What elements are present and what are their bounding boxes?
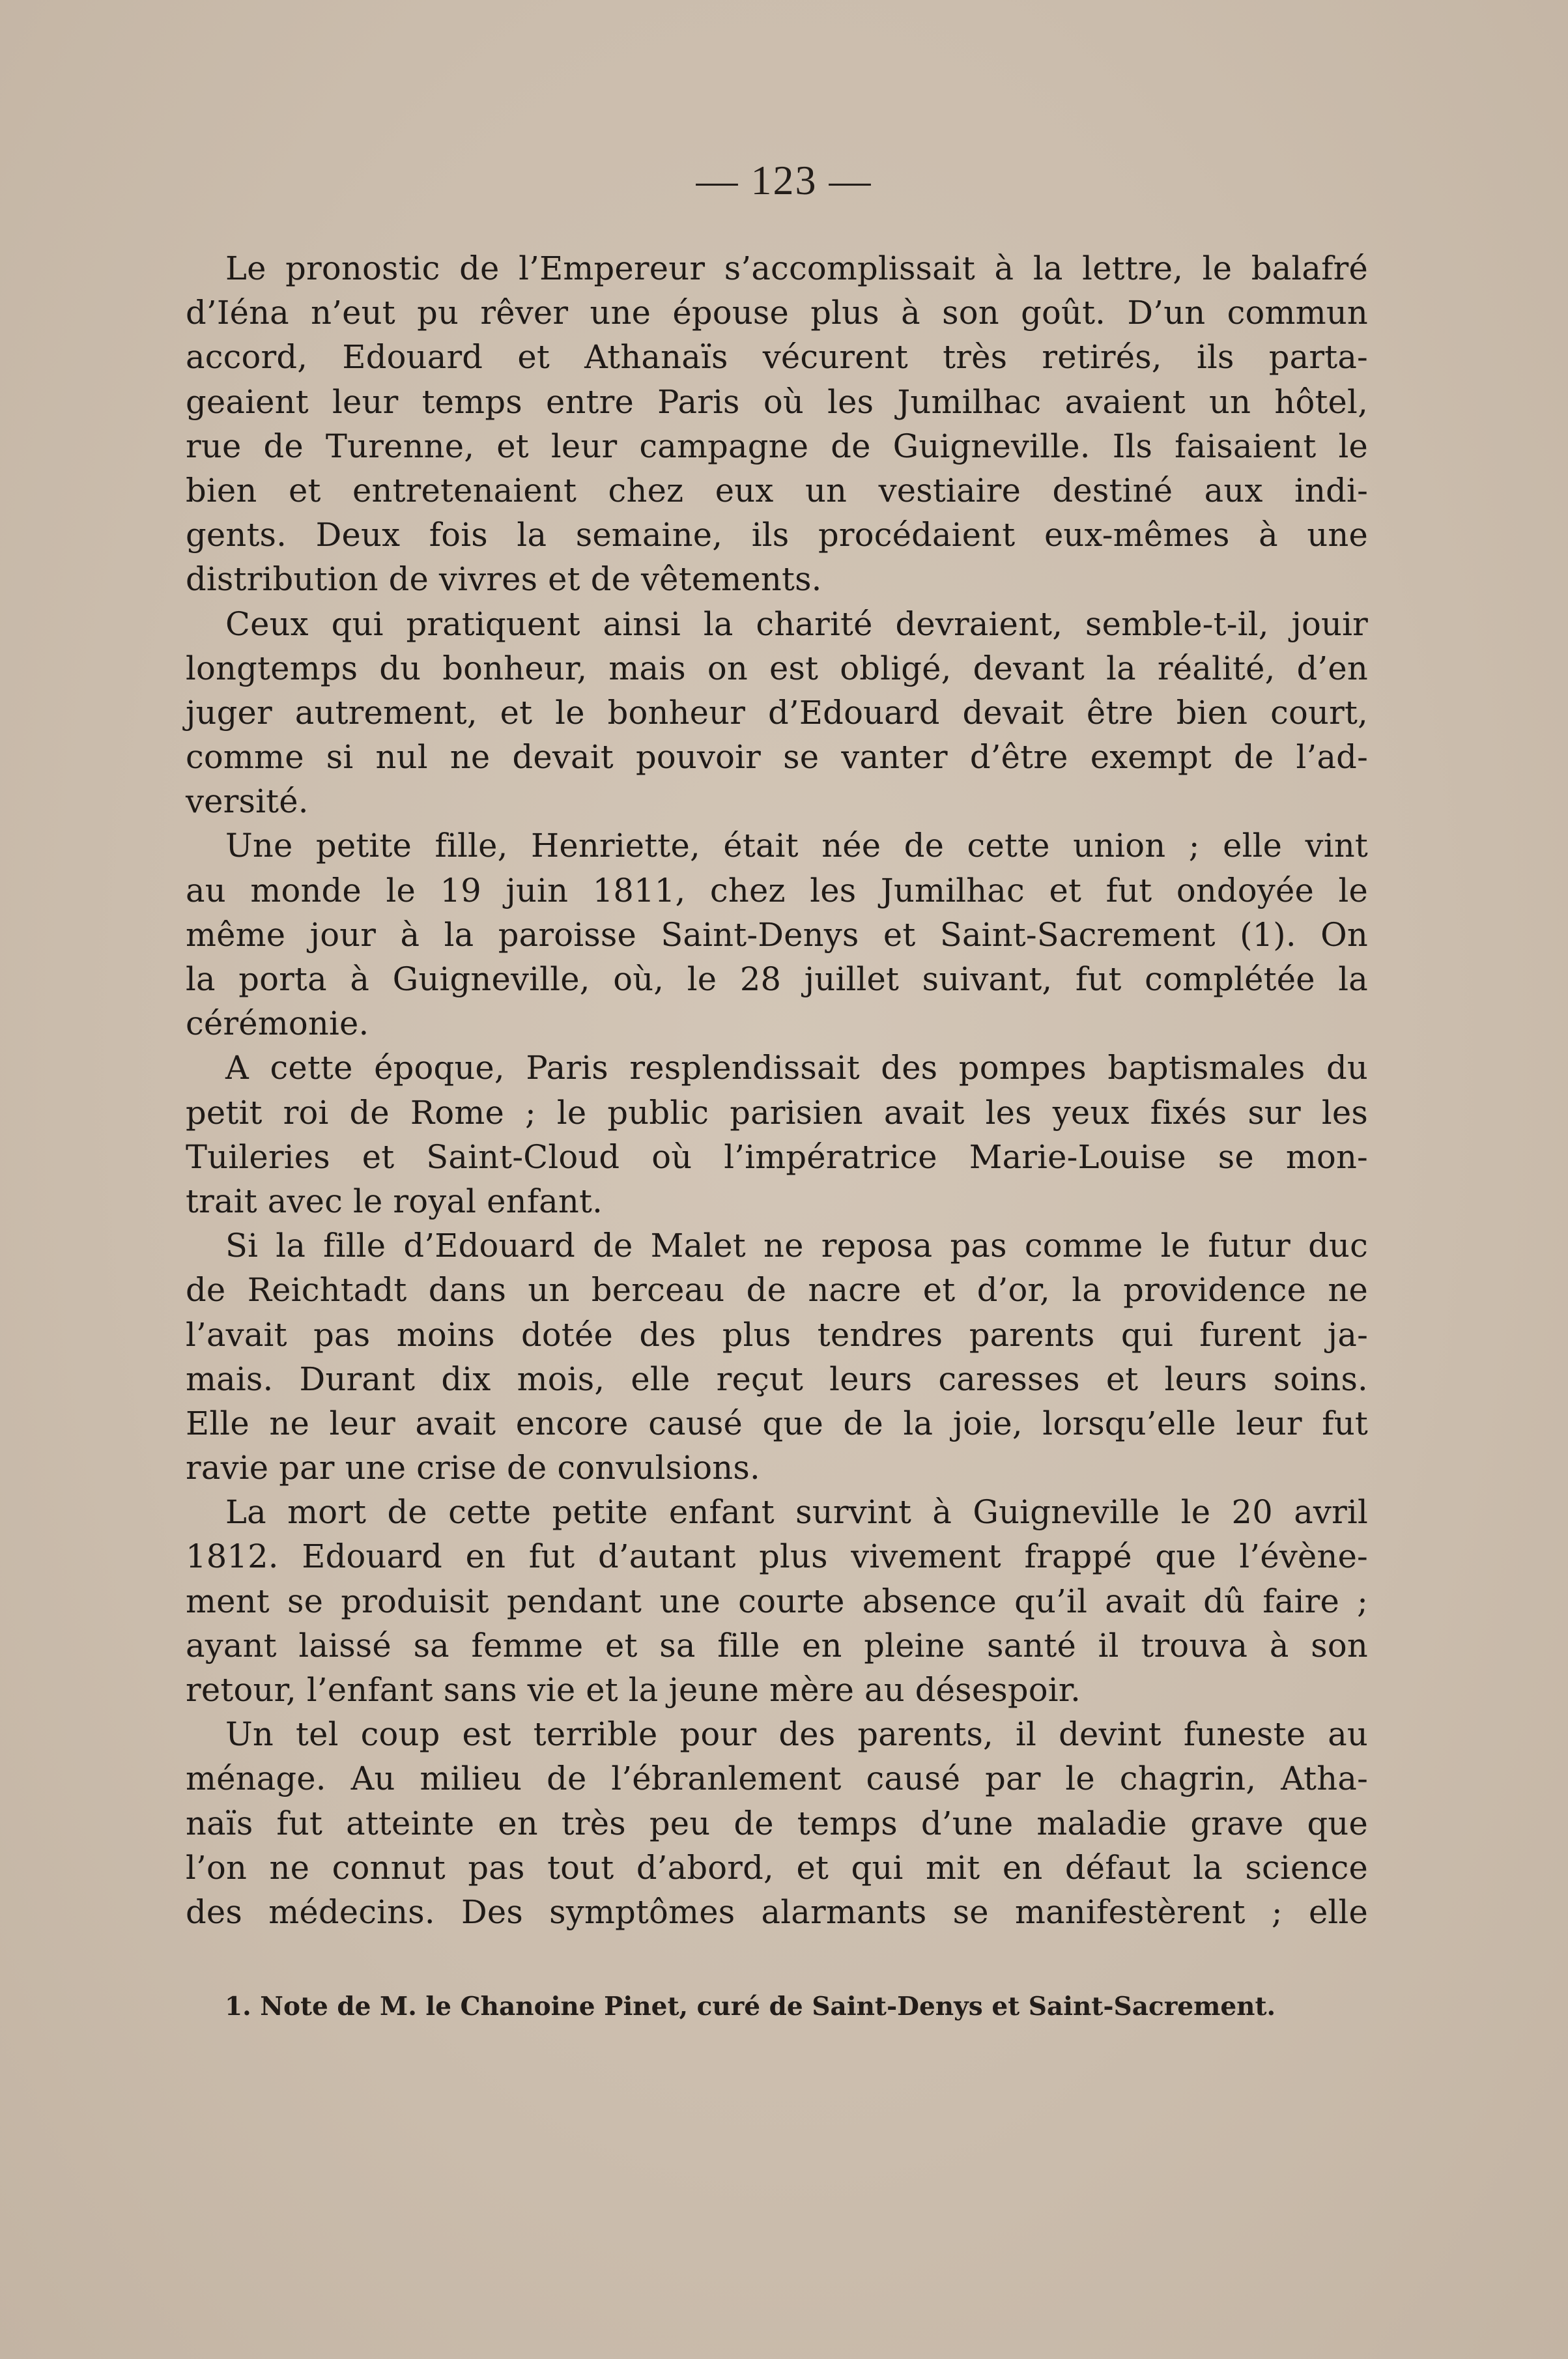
text-line: accord, Edouard et Athanaïs vécurent très retirés, ils parta-: [186, 338, 1368, 377]
text-line: naïs fut atteinte en très peu de temps d’une maladie grave que: [186, 1804, 1368, 1842]
text-line: Une petite fille, Henriette, était née de cette union ; elle vint: [225, 827, 1368, 865]
text-line: même jour à la paroisse Saint-Denys et Saint-Sacrement (1). On: [186, 915, 1368, 954]
text-line: l’on ne connut pas tout d’abord, et qui mit en défaut la science: [186, 1848, 1368, 1887]
text-line: ment se produisit pendant une courte absence qu’il avait dû faire ;: [186, 1582, 1368, 1620]
body-text: [186, 246, 1368, 1934]
text-line: mais. Durant dix mois, elle reçut leurs caresses et leurs soins.: [186, 1360, 1368, 1398]
text-line: longtemps du bonheur, mais on est obligé, devant la réalité, d’en: [186, 649, 1368, 687]
text-line: geaient leur temps entre Paris où les Jumilhac avaient un hôtel,: [186, 382, 1368, 421]
text-line: Ceux qui pratiquent ainsi la charité devraient, semble-t-il, jouir: [225, 605, 1368, 643]
text-line: petit roi de Rome ; le public parisien avait les yeux fixés sur les: [186, 1093, 1368, 1132]
text-line: comme si nul ne devait pouvoir se vanter d’être exempt de l’ad-: [186, 738, 1368, 777]
text-line: bien et entretenaient chez eux un vestiaire destiné aux indi-: [186, 471, 1368, 509]
text-line: d’Iéna n’eut pu rêver une épouse plus à son goût. D’un commun: [186, 294, 1368, 332]
text-line: cérémonie.: [186, 1005, 369, 1043]
text-line: ravie par une crise de convulsions.: [186, 1449, 760, 1487]
text-line: Le pronostic de l’Empereur s’accomplissait à la lettre, le balafré: [225, 250, 1368, 287]
text-line: juger autrement, et le bonheur d’Edouard devait être bien court,: [186, 693, 1368, 732]
text-line: ayant laissé sa femme et sa fille en pleine santé il trouva à son: [186, 1626, 1368, 1665]
text-line: Si la fille d’Edouard de Malet ne reposa pas comme le futur duc: [225, 1227, 1368, 1265]
text-line: retour, l’enfant sans vie et la jeune mère au désespoir.: [186, 1671, 1081, 1709]
text-line: Elle ne leur avait encore causé que de la joie, lorsqu’elle leur fut: [186, 1404, 1368, 1442]
text-line: distribution de vivres et de vêtements.: [186, 560, 822, 599]
text-line: ménage. Au milieu de l’ébranlement causé par le chagrin, Atha-: [186, 1760, 1368, 1798]
text-line: des médecins. Des symptômes alarmants se manifestèrent ; elle: [186, 1893, 1368, 1931]
text-line: au monde le 19 juin 1811, chez les Jumilhac et fut ondoyée le: [186, 871, 1368, 909]
text-line: la porta à Guigneville, où, le 28 juillet suivant, fut complétée la: [186, 960, 1368, 998]
text-line: de Reichtadt dans un berceau de nacre et d’or, la providence ne: [186, 1271, 1368, 1309]
text-line: trait avec le royal enfant.: [186, 1182, 603, 1220]
text-line: l’avait pas moins dotée des plus tendres parents qui furent ja-: [186, 1315, 1368, 1354]
text-line: 1812. Edouard en fut d’autant plus vivement frappé que l’évène-: [186, 1537, 1368, 1576]
text-line: versité.: [186, 782, 309, 821]
page-number: — 123 —: [696, 157, 872, 203]
text-line: La mort de cette petite enfant survint à Guigneville le 20 avril: [225, 1493, 1368, 1532]
text-line: Un tel coup est terrible pour des parents, il devint funeste au: [225, 1715, 1368, 1754]
text-line: gents. Deux fois la semaine, ils procédaient eux-mêmes à une: [186, 516, 1368, 554]
text-line: A cette époque, Paris resplendissait des pompes baptismales du: [225, 1049, 1368, 1087]
text-line: rue de Turenne, et leur campagne de Guigneville. Ils faisaient le: [186, 427, 1368, 465]
footnote: 1. Note de M. le Chanoine Pinet, curé de Saint-Denys et Saint-Sacrement.: [225, 1992, 1276, 2022]
text-line: Tuileries et Saint-Cloud où l’impératrice Marie-Louise se mon-: [186, 1137, 1368, 1176]
